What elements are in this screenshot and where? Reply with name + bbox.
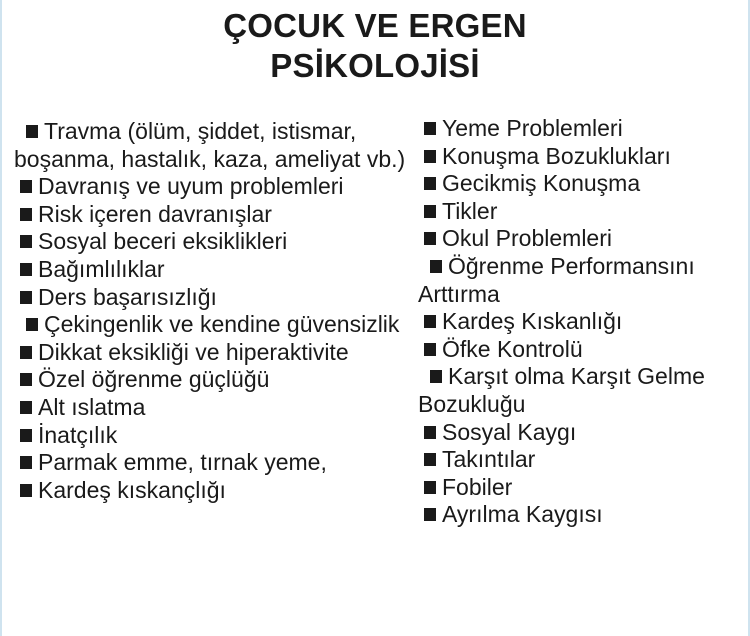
square-bullet-icon [424, 232, 436, 245]
square-bullet-icon [424, 508, 436, 521]
square-bullet-icon [20, 346, 32, 359]
square-bullet-icon [424, 481, 436, 494]
list-item-risk-behaviors [14, 201, 406, 229]
square-bullet-icon [424, 150, 436, 163]
list-item-text: Ayrılma Kaygısı [442, 501, 603, 528]
list-item-obsessions [418, 446, 748, 474]
list-item-text: Sosyal Kaygı [442, 418, 577, 445]
list-item-speech-disorders [418, 143, 748, 171]
list-item-delayed-speech [418, 170, 748, 198]
list-item-text: Dikkat eksikliği ve hiperaktivite [38, 338, 349, 365]
list-item-academic-failure [14, 284, 406, 312]
list-item-learning-performance [418, 253, 748, 308]
square-bullet-icon [424, 205, 436, 218]
list-item-text: Alt ıslatma [38, 393, 146, 420]
square-bullet-icon [20, 235, 32, 248]
page-title-line-1: ÇOCUK VE ERGEN [223, 7, 527, 44]
list-item-text: Tikler [442, 197, 498, 224]
list-item-text: Davranış ve uyum problemleri [38, 173, 344, 200]
square-bullet-icon [26, 318, 38, 331]
list-item-text: İnatçılık [38, 421, 118, 448]
list-item-learning-disability [14, 366, 406, 394]
list-item-anger-control [418, 336, 748, 364]
list-item-bedwetting [14, 394, 406, 422]
list-item-trauma [14, 118, 406, 173]
square-bullet-icon [20, 456, 32, 469]
square-bullet-icon [20, 429, 32, 442]
square-bullet-icon [20, 373, 32, 386]
list-item-social-anxiety [418, 419, 748, 447]
square-bullet-icon [424, 177, 436, 190]
list-item-stubbornness [14, 422, 406, 450]
list-item-eating-problems [418, 115, 748, 143]
list-item-phobias [418, 474, 748, 502]
list-item-social-skills [14, 228, 406, 256]
list-item-adhd [14, 339, 406, 367]
list-item-text: Fobiler [442, 473, 513, 500]
list-item-text: Bağımlılıklar [38, 255, 165, 282]
list-item-text: Karşıt olma Karşıt Gelme Bozukluğu [418, 363, 705, 417]
square-bullet-icon [20, 180, 32, 193]
list-item-text: Kardeş Kıskanlığı [442, 308, 623, 335]
square-bullet-icon [424, 122, 436, 135]
list-item-text: Takıntılar [442, 446, 536, 473]
square-bullet-icon [424, 426, 436, 439]
list-item-text: Öfke Kontrolü [442, 335, 583, 362]
page-title-line-2: PSİKOLOJİSİ [270, 47, 480, 84]
list-item-school-problems [418, 225, 748, 253]
square-bullet-icon [20, 208, 32, 221]
square-bullet-icon [20, 401, 32, 414]
list-item-behavior-problems [14, 173, 406, 201]
list-item-sibling-jealousy-2 [418, 308, 748, 336]
square-bullet-icon [430, 260, 442, 273]
square-bullet-icon [424, 453, 436, 466]
list-item-text: Yeme Problemleri [442, 115, 623, 141]
square-bullet-icon [430, 370, 442, 383]
list-item-sibling-jealousy [14, 477, 406, 505]
list-item-addictions [14, 256, 406, 284]
list-item-separation-anxiety [418, 501, 748, 529]
list-item-text: Özel öğrenme güçlüğü [38, 366, 270, 393]
square-bullet-icon [20, 263, 32, 276]
list-item-text: Risk içeren davranışlar [38, 200, 272, 227]
right-topic-list [418, 115, 748, 529]
square-bullet-icon [20, 291, 32, 304]
list-item-text: Gecikmiş Konuşma [442, 170, 641, 197]
list-item-shyness [14, 311, 406, 339]
list-item-text: Öğrenme Performansını Arttırma [418, 252, 695, 307]
list-item-text: Ders başarısızlığı [38, 283, 217, 310]
list-item-text: Okul Problemleri [442, 225, 612, 252]
square-bullet-icon [424, 315, 436, 328]
list-item-text: Parmak emme, tırnak yeme, [38, 449, 327, 476]
list-item-text: Travma (ölüm, şiddet, istismar, boşanma, hastalık, kaza, ameliyat vb.) [14, 118, 406, 172]
list-item-text: Sosyal beceri eksiklikleri [38, 228, 288, 255]
square-bullet-icon [26, 125, 38, 138]
list-item-thumb-sucking [14, 449, 406, 477]
left-topic-list [14, 118, 406, 504]
list-item-oppositional-defiant [418, 363, 748, 418]
list-item-text: Konuşma Bozuklukları [442, 142, 671, 169]
list-item-text: Kardeş kıskançlığı [38, 476, 226, 503]
list-item-tics [418, 198, 748, 226]
list-item-text: Çekingenlik ve kendine güvensizlik [44, 311, 400, 338]
square-bullet-icon [20, 484, 32, 497]
square-bullet-icon [424, 343, 436, 356]
